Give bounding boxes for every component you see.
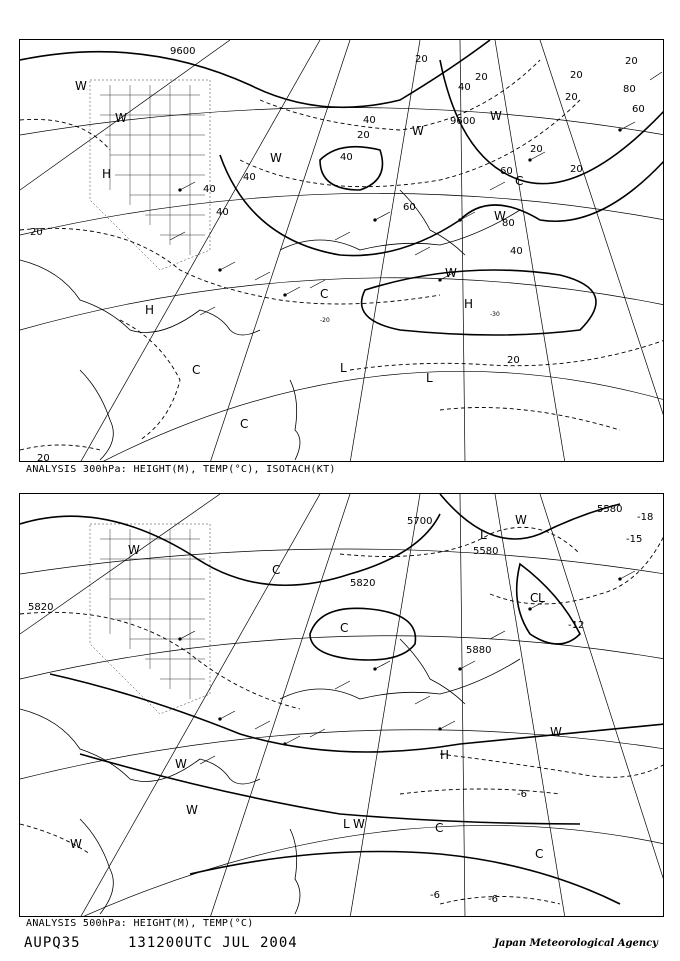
pressure-center: C xyxy=(435,821,444,835)
isotach-label: 20 xyxy=(475,72,488,83)
height-label: 5580 xyxy=(473,546,499,557)
height-label: 9600 xyxy=(450,116,476,127)
isotach-label: 20 xyxy=(37,453,50,463)
isotach-label: 60 xyxy=(403,202,416,213)
isotach-label: 40 xyxy=(216,207,229,218)
analysis-300hpa-map xyxy=(19,39,664,462)
pressure-center: C xyxy=(515,174,524,188)
caption-500hpa: ANALYSIS 500hPa: HEIGHT(M), TEMP(°C) xyxy=(26,918,254,929)
height-label: 5700 xyxy=(407,516,433,527)
isotach-label: 20 xyxy=(625,56,638,67)
pressure-center: L xyxy=(426,371,433,385)
isotherms xyxy=(20,527,664,904)
pressure-center: W xyxy=(186,803,198,817)
isotach-label: 40 xyxy=(510,246,523,257)
isotach-label: 20 xyxy=(507,355,520,366)
temperature-label: -18 xyxy=(637,512,654,523)
pressure-center: W xyxy=(353,817,365,831)
pressure-center: L xyxy=(340,361,347,375)
terrain-mask xyxy=(90,524,210,714)
pressure-center: H xyxy=(102,167,112,181)
valid-time: 131200UTC JUL 2004 xyxy=(128,935,298,951)
pressure-center: C xyxy=(320,287,329,301)
height-contours xyxy=(20,40,664,335)
isotach-label: 80 xyxy=(502,218,515,229)
pressure-center: W xyxy=(75,79,87,93)
map-300hpa-canvas xyxy=(20,40,664,462)
temperature-label: -12 xyxy=(568,620,585,631)
pressure-center: C xyxy=(192,363,201,377)
pressure-center: C xyxy=(530,591,539,605)
pressure-center: W xyxy=(490,109,502,123)
pressure-center: C xyxy=(272,563,281,577)
pressure-center: W xyxy=(128,543,140,557)
agency-credit: Japan Meteorological Agency xyxy=(494,938,658,949)
isotach-label: 20 xyxy=(570,70,583,81)
isotach-label: 20 xyxy=(565,92,578,103)
height-label: 9600 xyxy=(170,46,196,57)
coastlines xyxy=(20,639,520,914)
pressure-center: W xyxy=(550,725,562,739)
isotach-label: 60 xyxy=(632,104,645,115)
pressure-center: H xyxy=(464,297,474,311)
isotach-label: 20 xyxy=(357,130,370,141)
coastlines xyxy=(20,190,520,463)
isotach-label: 60 xyxy=(500,166,513,177)
caption-300hpa: ANALYSIS 300hPa: HEIGHT(M), TEMP(°C), ISOTACH(KT) xyxy=(26,464,336,475)
height-label: 5580 xyxy=(597,504,623,515)
temperature-label: -6 xyxy=(517,789,527,800)
temperature-label: -6 xyxy=(430,890,440,901)
height-label: 5820 xyxy=(28,602,54,613)
pressure-center: W xyxy=(70,837,82,851)
pressure-center: H xyxy=(440,748,450,762)
temperature-label: -15 xyxy=(626,534,643,545)
height-contours xyxy=(20,494,664,904)
isotach-label: 40 xyxy=(243,172,256,183)
temperature-label: -30 xyxy=(490,311,500,318)
isotach-label: 40 xyxy=(458,82,471,93)
isotach-label: 40 xyxy=(203,184,216,195)
isotach-label: 40 xyxy=(363,115,376,126)
graticule xyxy=(20,40,664,462)
isotach-label: 20 xyxy=(530,144,543,155)
pressure-center: H xyxy=(145,303,155,317)
pressure-center: L xyxy=(538,591,545,605)
analysis-500hpa-map xyxy=(19,493,664,917)
pressure-center: C xyxy=(340,621,349,635)
station-plots xyxy=(179,571,635,764)
isotach-label: 40 xyxy=(340,152,353,163)
pressure-center: W xyxy=(515,513,527,527)
map-500hpa-canvas xyxy=(20,494,664,917)
pressure-center: C xyxy=(535,847,544,861)
isotach-label: 20 xyxy=(570,164,583,175)
pressure-center: C xyxy=(240,417,249,431)
temperature-label: -20 xyxy=(320,317,330,324)
pressure-center: W xyxy=(412,124,424,138)
isotach-label: 20 xyxy=(415,54,428,65)
height-label: 5820 xyxy=(350,578,376,589)
pressure-center: L xyxy=(343,817,350,831)
height-label: 5880 xyxy=(466,645,492,656)
chart-identifier: AUPQ35 xyxy=(24,935,81,951)
pressure-center: W xyxy=(494,209,506,223)
pressure-center: W xyxy=(175,757,187,771)
graticule xyxy=(20,494,664,917)
isotach-label: 80 xyxy=(623,84,636,95)
pressure-center: W xyxy=(270,151,282,165)
isotach-label: 20 xyxy=(30,227,43,238)
pressure-center: W xyxy=(445,266,457,280)
pressure-center: L xyxy=(480,528,487,542)
pressure-center: W xyxy=(115,111,127,125)
temperature-label: -6 xyxy=(488,894,498,905)
